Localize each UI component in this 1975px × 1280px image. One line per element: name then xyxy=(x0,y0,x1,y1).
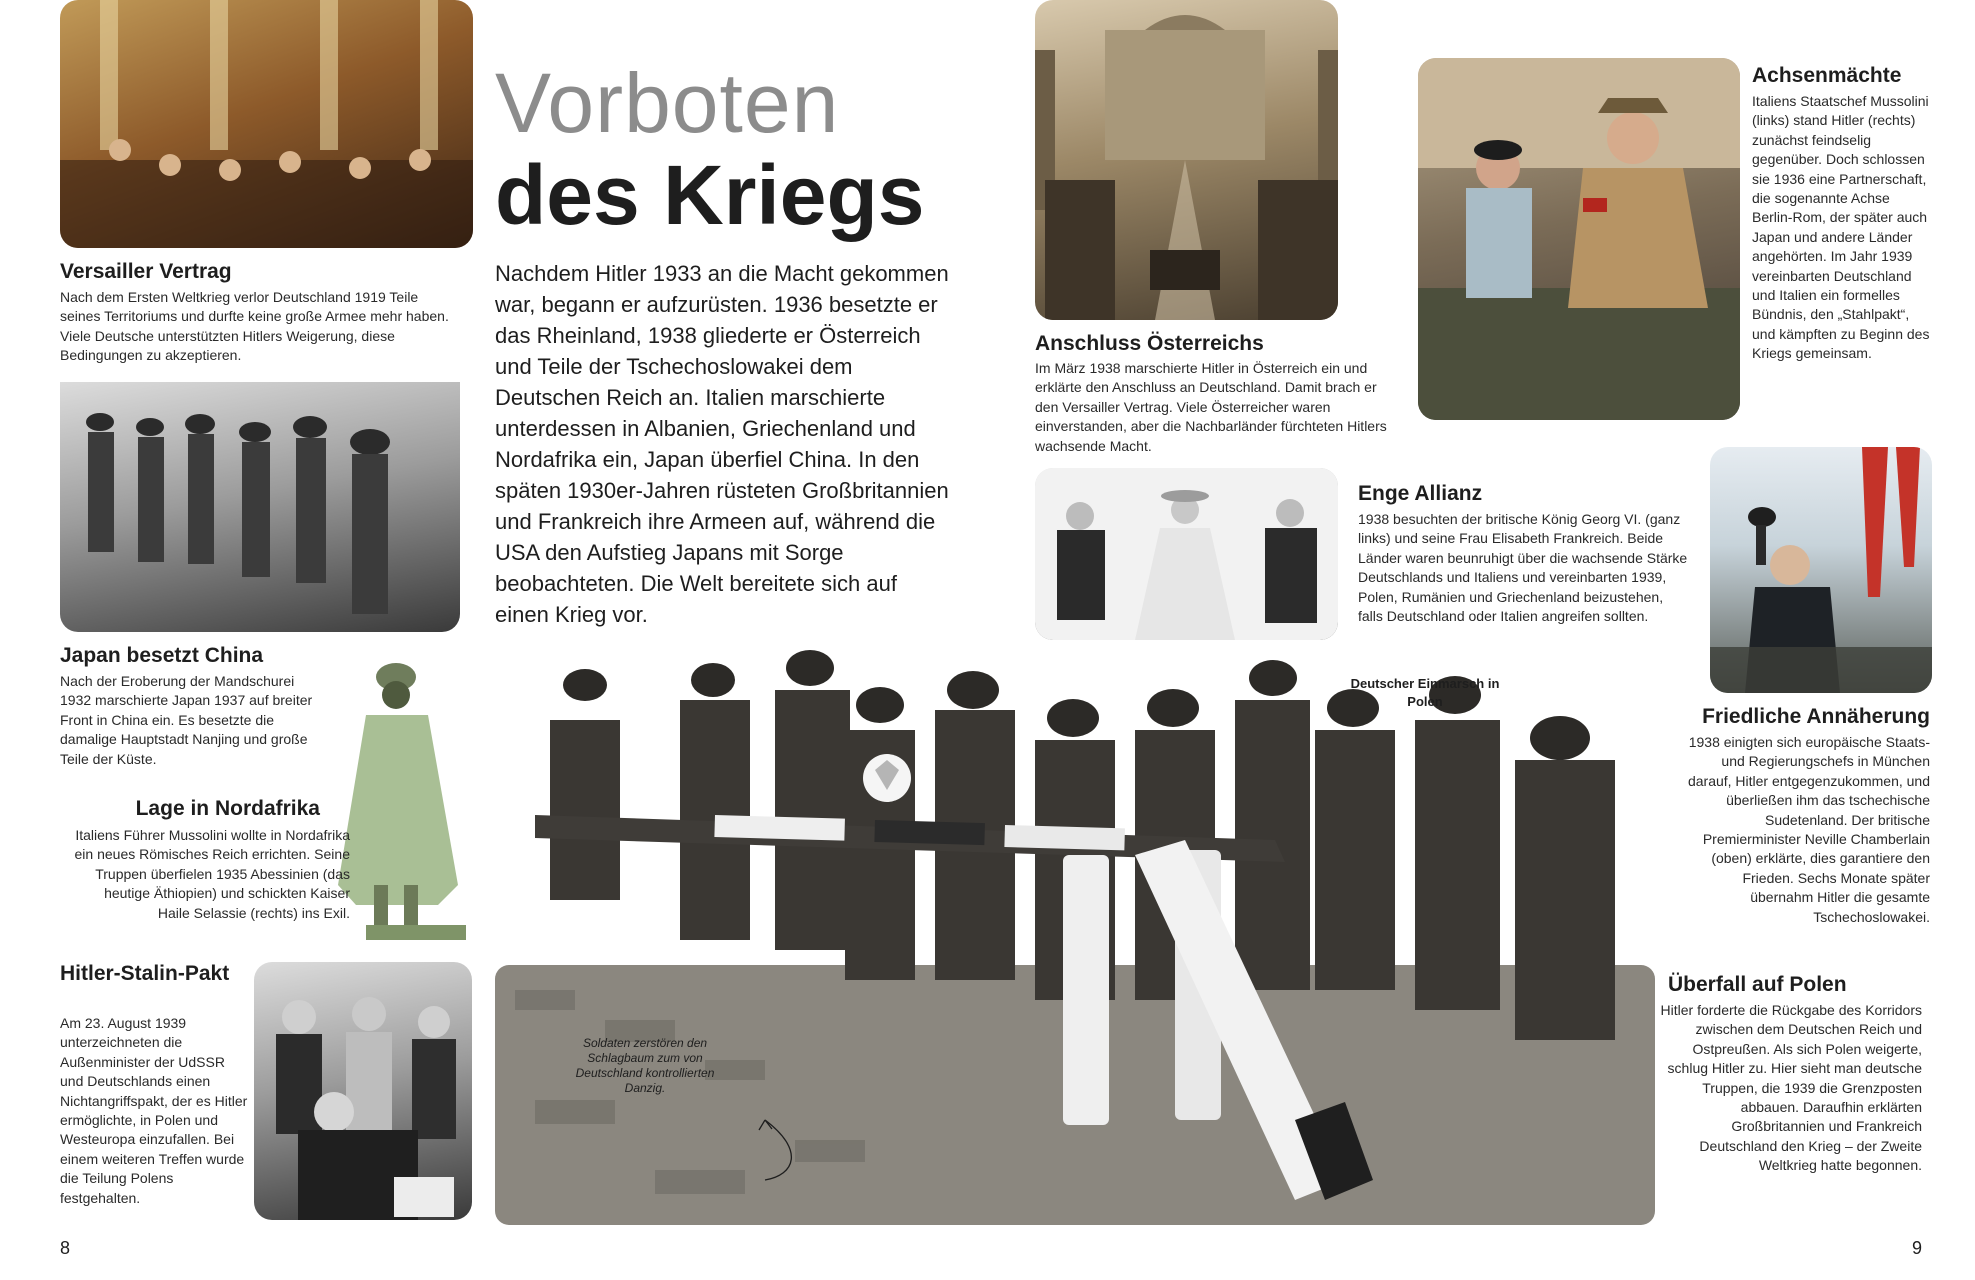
achsen-photo xyxy=(1418,58,1740,420)
achsen-text: Italiens Staatschef Mussolini (links) stand Hitler (rechts) zunächst feindselig gegenüber. Doch schlossen sie 1936 eine Partnerschaft, die sogenannte Achse Berlin-Rom, der später auch Japan und andere Länder angehörten. Im Jahr 1939 vereinbarten Deutschland und Italien ein formelles Bündnis, den „Stahlpakt“, und kämpften zu Beginn des Kriegs gemeinsam. xyxy=(1752,93,1930,362)
annaeherung-text: 1938 einigten sich europäische Staats- und Regierungschefs in München darauf, Hitler entgegenzukommen, und überließen ihm das tschechische Sudetenland. Der britische Premierminister Neville Chamberlain (oben) erklärte, dies garantiere den Frieden. Sechs Monate später übernahm Hitler die gesamte Tschechoslowakei. xyxy=(1687,734,1930,925)
nordafrika-heading: Lage in Nordafrika xyxy=(135,797,320,820)
japan-photo xyxy=(60,382,460,632)
caption-einmarsch: Deutscher Einmarsch in Polen xyxy=(1350,676,1500,709)
polen-main-photo xyxy=(495,640,1655,1225)
japan-text: Nach der Eroberung der Mandschurei 1932 marschierte Japan 1937 auf breiter Front in China ein. Es besetzte die damalige Hauptstadt Nanjing und große Teile der Küste. xyxy=(60,673,313,767)
allianz-photo xyxy=(1035,468,1338,640)
versailles-heading: Versailler Vertrag xyxy=(60,260,232,283)
allianz-text: 1938 besuchten der britische König Georg VI. (ganz links) und seine Frau Elisabeth Frankreich. Beide Länder waren beunruhigt über die wachsende Stärke Deutschlands und Italiens und vereinbarten 1939, Polen, Rumänien und Griechenland beizustehen, falls Deutschland oder Italien angreifen sollten. xyxy=(1358,511,1688,625)
intro-text: Nachdem Hitler 1933 an die Macht gekommen war, begann er aufzurüsten. 1936 besetzte er das Rheinland, 1938 gliederte er Österreich und Teile der Tschechoslowakei dem Deutschen Reich an. Italien marschierte unterdessen in Albanien, Griechenland und Nordafrika ein, Japan überfiel China. In den späten 1930er-Jahren rüsteten Großbritannien und Frankreich ihre Armeen auf, während die USA den Aufstieg Japans mit Sorge beobachteten. Die Welt bereitete sich auf einen Krieg vor. xyxy=(495,261,949,627)
anschluss-photo xyxy=(1035,0,1338,320)
pakt-photo xyxy=(254,962,472,1220)
page-number-left: 8 xyxy=(60,1238,71,1258)
versailles-photo xyxy=(60,0,473,248)
nordafrika-text: Italiens Führer Mussolini wollte in Nordafrika ein neues Römisches Reich errichten. Seine Truppen überfielen 1935 Abessinien (das heutige Äthiopien) und schickten Kaiser Haile Selassie (rechts) ins Exil. xyxy=(74,827,350,921)
polen-heading: Überfall auf Polen xyxy=(1668,973,1847,996)
polen-text: Hitler forderte die Rückgabe des Korridors zwischen dem Deutschen Reich und Ostpreußen. Als sich Polen weigerte, schlug Hitler zu. Hier sieht man deutsche Truppen, die 1939 die Grenzposten abbauen. Daraufhin erklärten Großbritannien und Frankreich Deutschland den Krieg – der Zweite Weltkrieg hatte begonnen. xyxy=(1660,1002,1922,1174)
anschluss-text: Im März 1938 marschierte Hitler in Österreich ein und erklärte den Anschluss an Deutschland. Damit brach er den Versailler Vertrag. Viele Österreicher waren einverstanden, aber die Nachbarländer fürchteten Hitlers wachsende Macht. xyxy=(1035,360,1387,454)
chamberlain-photo xyxy=(1710,447,1932,693)
caption-soldaten: Soldaten zerstören den Schlagbaum zum von Deutschland kontrollierten Danzig. xyxy=(575,1036,715,1095)
annaeherung-heading: Friedliche Annäherung xyxy=(1702,705,1930,728)
allianz-heading: Enge Allianz xyxy=(1358,482,1483,505)
japan-heading: Japan besetzt China xyxy=(60,644,264,667)
title-bold: des Kriegs xyxy=(495,148,925,242)
achsen-heading: Achsenmächte xyxy=(1752,64,1902,87)
title-light: Vorboten xyxy=(495,56,840,150)
pakt-text: Am 23. August 1939 unterzeichneten die Außenminister der UdSSR und Deutschlands einen Nichtangriffspakt, der es Hitler ermöglichte, in Polen und Westeuropa einzufallen. Bei einem weiteren Treffen wurde die Teilung Polens festgehalten. xyxy=(60,1015,248,1206)
haile-selassie-figure xyxy=(330,655,470,940)
anschluss-heading: Anschluss Österreichs xyxy=(1035,332,1264,355)
page-number-right: 9 xyxy=(1912,1238,1923,1258)
versailles-text: Nach dem Ersten Weltkrieg verlor Deutschland 1919 Teile seines Territoriums und durfte keine große Armee mehr haben. Viele Deutsche unterstützten Hitlers Weigerung, diese Bedingungen zu akzeptieren. xyxy=(60,289,449,364)
pakt-heading: Hitler-Stalin-Pakt xyxy=(60,962,230,985)
